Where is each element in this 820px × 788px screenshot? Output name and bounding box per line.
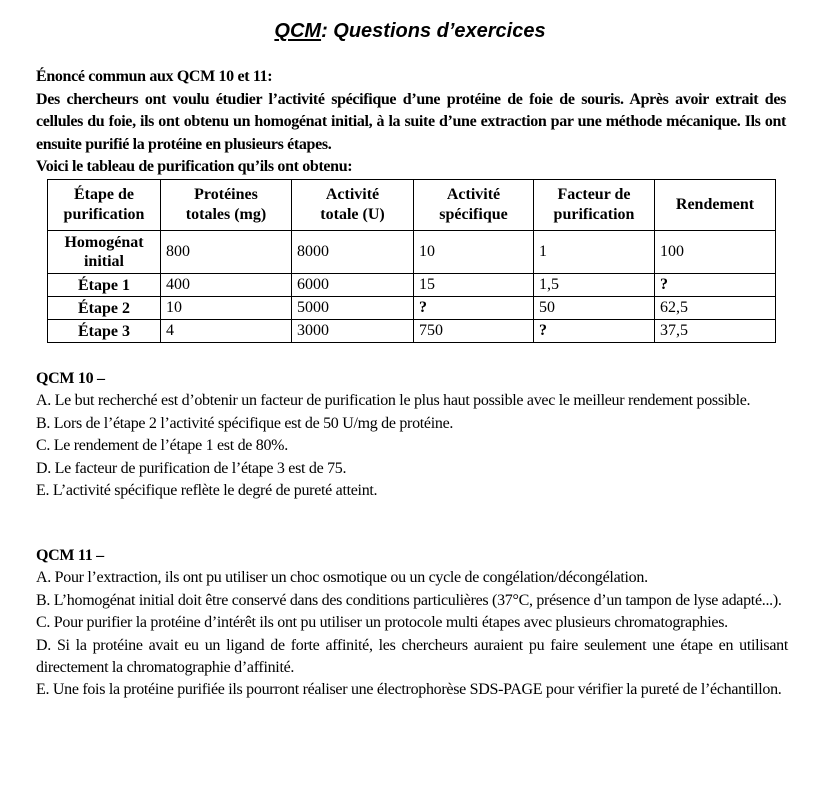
cell-proteines: 4 bbox=[161, 320, 292, 343]
header-line: purification bbox=[63, 206, 145, 223]
cell-stage: Étape 2 bbox=[48, 297, 161, 320]
cell-activite-specifique: 750 bbox=[414, 320, 534, 343]
qcm-10-option-a: A. Le but recherché est d’obtenir un facteur de purification le plus haut possible avec le meilleur rendement possible. bbox=[36, 392, 751, 410]
qcm-10-section bbox=[36, 368, 788, 502]
cell-rendement: 100 bbox=[655, 231, 776, 274]
cell-facteur: 1 bbox=[534, 231, 655, 274]
header-activite-specifique bbox=[414, 180, 534, 231]
qcm-11-option-a: A. Pour l’extraction, ils ont pu utiliser un choc osmotique ou un cycle de congélation/décongélation. bbox=[36, 569, 648, 587]
cell-facteur: 50 bbox=[534, 297, 655, 320]
cell-stage: Étape 3 bbox=[48, 320, 161, 343]
table-header-row bbox=[48, 180, 776, 231]
qcm-11-option-b: B. L’homogénat initial doit être conservé dans des conditions particulières (37°C, présence d’un tampon de lyse adapté...). bbox=[36, 591, 782, 609]
page-title bbox=[0, 18, 820, 44]
cell-stage: Étape 1 bbox=[48, 274, 161, 297]
qcm-11-heading: QCM 11 – bbox=[36, 547, 104, 564]
title-rest: : Questions d’exercices bbox=[321, 20, 546, 42]
header-line: Protéines bbox=[194, 186, 258, 203]
cell-facteur: 1,5 bbox=[534, 274, 655, 297]
cell-proteines: 400 bbox=[161, 274, 292, 297]
qcm-10-heading: QCM 10 – bbox=[36, 370, 105, 387]
header-rendement bbox=[655, 180, 776, 231]
qcm-11-option-c: C. Pour purifier la protéine d’intérêt ils ont pu utiliser un protocole multi étapes avec plusieurs chromatographies. bbox=[36, 614, 728, 632]
qcm-10-option-c: C. Le rendement de l’étape 1 est de 80%. bbox=[36, 437, 288, 455]
qcm-11-section bbox=[36, 545, 788, 702]
qcm-10-option-d: D. Le facteur de purification de l’étape 3 est de 75. bbox=[36, 459, 347, 477]
cell-stage bbox=[48, 231, 161, 274]
cell-activite-totale: 5000 bbox=[292, 297, 414, 320]
cell-activite-specifique: 10 bbox=[414, 231, 534, 274]
qcm-11-option-e: E. Une fois la protéine purifiée ils pourront réaliser une électrophorèse SDS-PAGE pour vérifier la pureté de l’échantillon. bbox=[36, 681, 782, 699]
header-line: Étape de bbox=[74, 186, 134, 203]
header-line: spécifique bbox=[439, 206, 508, 223]
cell-activite-specifique: 15 bbox=[414, 274, 534, 297]
table-row bbox=[48, 320, 776, 343]
title-underlined: QCM bbox=[274, 20, 322, 42]
cell-rendement: 62,5 bbox=[655, 297, 776, 320]
table-row bbox=[48, 297, 776, 320]
cell-proteines: 800 bbox=[161, 231, 292, 274]
table-caption: Voici le tableau de purification qu’ils ont obtenu: bbox=[36, 158, 353, 175]
header-line: Rendement bbox=[675, 196, 755, 213]
header-line: totale (U) bbox=[320, 206, 385, 223]
stage-line: initial bbox=[83, 253, 124, 270]
header-line: totales (mg) bbox=[185, 206, 267, 223]
cell-rendement: ? bbox=[655, 274, 776, 297]
header-line: purification bbox=[553, 206, 635, 223]
qcm-11-option-d: D. Si la protéine avait eu un ligand de forte affinité, les chercheurs auraient pu faire seulement une étape en utilisant directement la chromatographie d’affinité. bbox=[36, 636, 788, 677]
table-row bbox=[48, 231, 776, 274]
cell-activite-totale: 6000 bbox=[292, 274, 414, 297]
table-row bbox=[48, 274, 776, 297]
cell-proteines: 10 bbox=[161, 297, 292, 320]
header-activite-totale bbox=[292, 180, 414, 231]
stage-line: Homogénat bbox=[64, 234, 144, 251]
intro-heading: Énoncé commun aux QCM 10 et 11: bbox=[36, 68, 273, 85]
qcm-10-option-b: B. Lors de l’étape 2 l’activité spécifique est de 50 U/mg de protéine. bbox=[36, 414, 454, 432]
header-line: Activité bbox=[446, 186, 501, 203]
cell-activite-totale: 3000 bbox=[292, 320, 414, 343]
header-line: Activité bbox=[325, 186, 380, 203]
cell-activite-specifique: ? bbox=[414, 297, 534, 320]
header-line: Facteur de bbox=[557, 186, 631, 203]
cell-activite-totale: 8000 bbox=[292, 231, 414, 274]
header-facteur bbox=[534, 180, 655, 231]
header-proteines bbox=[161, 180, 292, 231]
intro-section bbox=[36, 66, 786, 179]
cell-facteur: ? bbox=[534, 320, 655, 343]
intro-paragraph: Des chercheurs ont voulu étudier l’activité spécifique d’une protéine de foie de souris. Après avoir extrait des cellules du foie, ils ont obtenu un homogénat initial, à la suite d’une extraction par une méthode mécanique. Ils ont ensuite purifié la protéine en plusieurs étapes. bbox=[36, 90, 786, 153]
purification-table bbox=[47, 179, 776, 343]
qcm-10-option-e: E. L’activité spécifique reflète le degré de pureté atteint. bbox=[36, 482, 378, 500]
header-etape bbox=[48, 180, 161, 231]
cell-rendement: 37,5 bbox=[655, 320, 776, 343]
